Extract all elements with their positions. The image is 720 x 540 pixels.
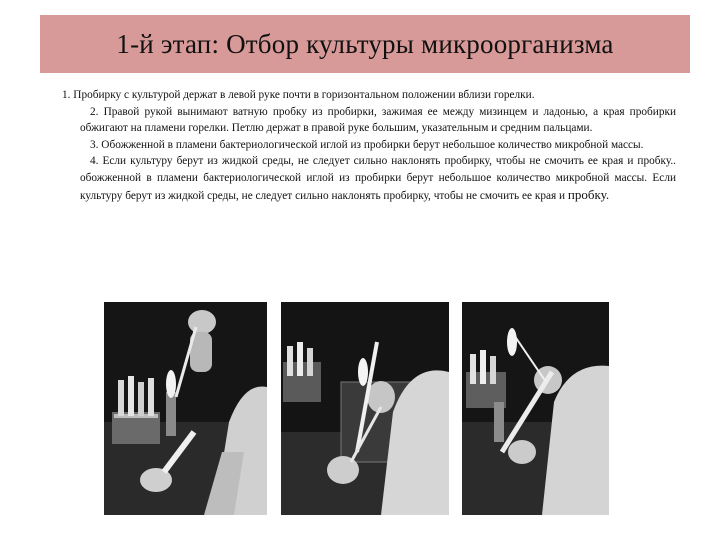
photo-step-3 [462,302,609,515]
steps-text [62,87,676,204]
title-bar [40,15,690,73]
step-2: 2. Правой рукой вынимают ватную пробку из пробирки, зажимая ее между мизинцем и ладонью, а края пробирки обжигают на пламени горелки. Петлю держат в правой руке большим, указательным и средним пальцами. [80,105,676,135]
slide-title: 1-й этап: Отбор культуры микроорганизма [116,28,614,59]
step-3: 3. Обожженной в пламени бактериологической иглой из пробирки берут небольшое количество микробной массы. [90,138,644,151]
photo-step-1-image [104,302,267,515]
photo-step-2-image [281,302,449,515]
photo-step-2 [281,302,449,515]
step-4-text: 4. Если культуру берут из жидкой среды, не следует сильно наклонять пробирку, чтобы не смочить ее края и пробку.. обожженной в пламени бактериологической иглой из пробирки берут небольшое количество микробной массы. Если культуру берут из жидкой среды, не следует сильно наклонять пробирку, чтобы не смочить ее края и [80,155,676,202]
step-4-tail: пробку. [567,186,610,202]
photo-step-3-image [462,302,609,515]
photo-step-1 [104,302,267,515]
step-4 [80,153,676,204]
step-1: 1. Пробирку с культурой держат в левой руке почти в горизонтальном положении вблизи горелки. [62,89,535,101]
